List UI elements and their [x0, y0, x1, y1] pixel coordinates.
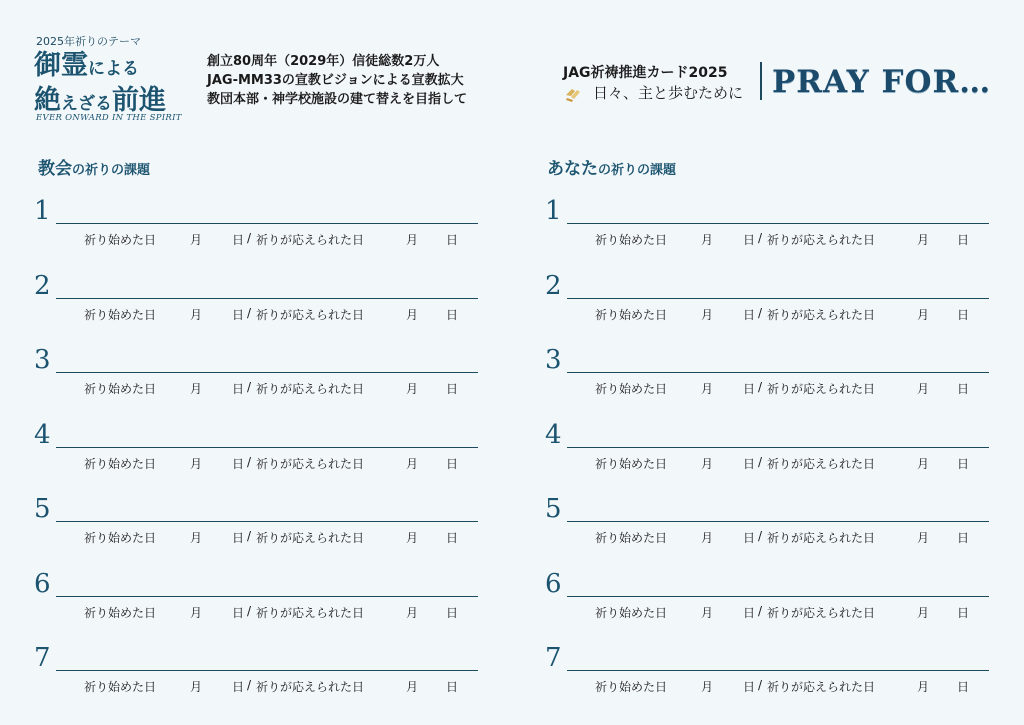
day-label: 日 [957, 307, 970, 322]
day-label: 日 [232, 605, 245, 620]
start-date-label: 祈り始めた日 [595, 680, 668, 694]
day-label: 日 [232, 233, 245, 247]
prayer-entry [34, 196, 494, 271]
entry-number: 1 [545, 196, 562, 226]
date-separator: / [757, 678, 763, 692]
entry-number: 4 [545, 419, 562, 450]
prayer-write-line[interactable] [56, 521, 478, 522]
answered-date-label: 祈りが応えられた日 [256, 456, 365, 471]
answered-date-label: 祈りが応えられた日 [256, 605, 365, 620]
theme-title-word: 絶 [34, 85, 61, 116]
card-header [0, 0, 1024, 140]
prayer-entry [545, 643, 1005, 718]
month-label: 月 [190, 382, 203, 396]
prayer-entry [545, 569, 1005, 644]
theme-title-word: 前進 [112, 85, 166, 116]
date-separator: / [246, 678, 252, 692]
section-title-sub: の祈りの課題 [598, 163, 677, 178]
month-label: 月 [701, 680, 714, 694]
prayer-write-line[interactable] [567, 596, 989, 597]
start-date-label: 祈り始めた日 [595, 456, 668, 471]
prayer-entry [34, 420, 494, 495]
prayer-entry [545, 196, 1005, 271]
prayer-write-line[interactable] [56, 372, 478, 373]
start-date-label: 祈り始めた日 [595, 605, 668, 620]
prayer-entry [34, 345, 494, 420]
month-label: 月 [406, 531, 419, 545]
entry-dates [595, 455, 969, 472]
vision-line: 教団本部・神学校施設の建て替えを目指して [207, 92, 468, 107]
entry-number: 6 [545, 568, 562, 599]
day-label: 日 [957, 531, 970, 545]
theme-title-word: えざる [61, 94, 112, 114]
day-label: 日 [446, 233, 459, 247]
month-label: 月 [917, 456, 930, 471]
card-subtitle: 日々、主と歩むために [593, 84, 744, 102]
entry-number: 3 [34, 345, 51, 375]
day-label: 日 [743, 307, 756, 322]
card-title: JAG祈祷推進カード2025 [563, 65, 728, 81]
entry-dates [595, 380, 969, 397]
entry-dates [84, 231, 458, 248]
start-date-label: 祈り始めた日 [595, 233, 668, 247]
prayer-write-line[interactable] [567, 372, 989, 373]
prayer-entry [545, 271, 1005, 346]
day-label: 日 [957, 680, 970, 694]
date-separator: / [757, 603, 763, 618]
day-label: 日 [743, 456, 756, 471]
day-label: 日 [446, 382, 459, 396]
date-separator: / [246, 529, 252, 543]
day-label: 日 [232, 456, 245, 471]
section-title-main: 教会 [38, 159, 72, 179]
month-label: 月 [917, 531, 930, 545]
entry-dates [84, 455, 458, 472]
day-label: 日 [232, 680, 245, 694]
prayer-write-line[interactable] [567, 223, 989, 224]
section-title-sub: の祈りの課題 [72, 163, 151, 178]
day-label: 日 [446, 531, 459, 545]
entry-dates [595, 678, 969, 695]
start-date-label: 祈り始めた日 [84, 233, 157, 247]
answered-date-label: 祈りが応えられた日 [767, 456, 876, 471]
month-label: 月 [701, 307, 714, 322]
church-section-title [38, 154, 150, 179]
date-separator: / [246, 380, 252, 394]
month-label: 月 [406, 307, 419, 322]
card-subtitle-row [563, 82, 743, 103]
pray-for-heading: PRAY FOR… [772, 64, 992, 100]
day-label: 日 [743, 531, 756, 545]
theme-label: 2025年祈りのテーマ [36, 35, 141, 48]
month-label: 月 [701, 233, 714, 247]
prayer-entry [34, 271, 494, 346]
prayer-entry [34, 494, 494, 569]
prayer-entry [34, 643, 494, 718]
answered-date-label: 祈りが応えられた日 [256, 680, 365, 694]
prayer-write-line[interactable] [56, 596, 478, 597]
date-separator: / [246, 231, 252, 245]
prayer-write-line[interactable] [56, 298, 478, 299]
month-label: 月 [917, 382, 930, 396]
entry-number: 5 [34, 494, 51, 524]
start-date-label: 祈り始めた日 [84, 456, 157, 471]
answered-date-label: 祈りが応えられた日 [767, 233, 876, 247]
date-separator: / [246, 454, 252, 469]
prayer-write-line[interactable] [567, 670, 989, 671]
day-label: 日 [743, 680, 756, 694]
date-separator: / [757, 380, 763, 394]
theme-english: EVER ONWARD IN THE SPIRIT [36, 113, 182, 123]
month-label: 月 [406, 456, 419, 471]
day-label: 日 [743, 605, 756, 620]
answered-date-label: 祈りが応えられた日 [256, 233, 365, 247]
vision-line: 創立80周年（2029年）信徒総数2万人 [207, 54, 440, 69]
month-label: 月 [406, 233, 419, 247]
month-label: 月 [190, 456, 203, 471]
entry-dates [595, 604, 969, 621]
start-date-label: 祈り始めた日 [84, 382, 157, 396]
entry-number: 1 [34, 196, 51, 226]
prayer-write-line[interactable] [567, 521, 989, 522]
entry-dates [84, 529, 458, 546]
day-label: 日 [957, 382, 970, 396]
start-date-label: 祈り始めた日 [595, 307, 668, 322]
day-label: 日 [446, 307, 459, 322]
day-label: 日 [232, 531, 245, 545]
entry-dates [84, 380, 458, 397]
answered-date-label: 祈りが応えられた日 [767, 605, 876, 620]
day-label: 日 [743, 382, 756, 396]
date-separator: / [757, 529, 763, 543]
prayer-write-line[interactable] [56, 447, 478, 448]
month-label: 月 [701, 531, 714, 545]
month-label: 月 [190, 531, 203, 545]
entry-number: 3 [545, 345, 562, 375]
section-title-main: あなた [547, 159, 598, 179]
prayer-write-line[interactable] [56, 670, 478, 671]
start-date-label: 祈り始めた日 [595, 531, 668, 545]
start-date-label: 祈り始めた日 [595, 382, 668, 396]
month-label: 月 [917, 605, 930, 620]
answered-date-label: 祈りが応えられた日 [767, 382, 876, 396]
entry-dates [595, 529, 969, 546]
theme-title [34, 50, 166, 120]
day-label: 日 [446, 456, 459, 471]
date-separator: / [757, 454, 763, 469]
divider [760, 62, 762, 100]
day-label: 日 [232, 307, 245, 322]
prayer-write-line[interactable] [567, 447, 989, 448]
prayer-entry [34, 569, 494, 644]
prayer-entry [545, 420, 1005, 495]
month-label: 月 [917, 307, 930, 322]
personal-section-title [547, 154, 676, 179]
answered-date-label: 祈りが応えられた日 [256, 307, 365, 322]
month-label: 月 [917, 233, 930, 247]
entry-dates [84, 306, 458, 323]
month-label: 月 [190, 680, 203, 694]
day-label: 日 [957, 233, 970, 247]
month-label: 月 [917, 680, 930, 694]
day-label: 日 [957, 605, 970, 620]
answered-date-label: 祈りが応えられた日 [767, 531, 876, 545]
entry-number: 2 [34, 270, 51, 301]
personal-prayer-list [545, 196, 1005, 718]
theme-title-word: による [88, 59, 139, 79]
month-label: 月 [190, 605, 203, 620]
prayer-entry [545, 345, 1005, 420]
entry-number: 7 [34, 643, 51, 673]
start-date-label: 祈り始めた日 [84, 307, 157, 322]
day-label: 日 [446, 605, 459, 620]
prayer-write-line[interactable] [567, 298, 989, 299]
entry-number: 7 [545, 643, 562, 673]
start-date-label: 祈り始めた日 [84, 531, 157, 545]
month-label: 月 [406, 382, 419, 396]
entry-dates [84, 604, 458, 621]
month-label: 月 [190, 307, 203, 322]
entry-dates [84, 678, 458, 695]
month-label: 月 [406, 605, 419, 620]
vision-statement [207, 52, 467, 109]
month-label: 月 [406, 680, 419, 694]
day-label: 日 [446, 680, 459, 694]
date-separator: / [757, 305, 763, 320]
entry-number: 2 [545, 270, 562, 301]
month-label: 月 [190, 233, 203, 247]
date-separator: / [246, 603, 252, 618]
day-label: 日 [743, 233, 756, 247]
day-label: 日 [957, 456, 970, 471]
entry-number: 5 [545, 494, 562, 524]
date-separator: / [757, 231, 763, 245]
vision-line: JAG-MM33の宣教ビジョンによる宣教拡大 [207, 73, 464, 88]
answered-date-label: 祈りが応えられた日 [767, 307, 876, 322]
praying-hands-icon [563, 83, 585, 103]
answered-date-label: 祈りが応えられた日 [256, 531, 365, 545]
start-date-label: 祈り始めた日 [84, 680, 157, 694]
entry-dates [595, 306, 969, 323]
answered-date-label: 祈りが応えられた日 [767, 680, 876, 694]
month-label: 月 [701, 456, 714, 471]
day-label: 日 [232, 382, 245, 396]
prayer-entry [545, 494, 1005, 569]
month-label: 月 [701, 382, 714, 396]
theme-title-word: 御霊 [34, 50, 88, 81]
start-date-label: 祈り始めた日 [84, 605, 157, 620]
entry-number: 4 [34, 419, 51, 450]
church-prayer-list [34, 196, 494, 718]
answered-date-label: 祈りが応えられた日 [256, 382, 365, 396]
entry-number: 6 [34, 568, 51, 599]
prayer-write-line[interactable] [56, 223, 478, 224]
month-label: 月 [701, 605, 714, 620]
entry-dates [595, 231, 969, 248]
date-separator: / [246, 305, 252, 320]
